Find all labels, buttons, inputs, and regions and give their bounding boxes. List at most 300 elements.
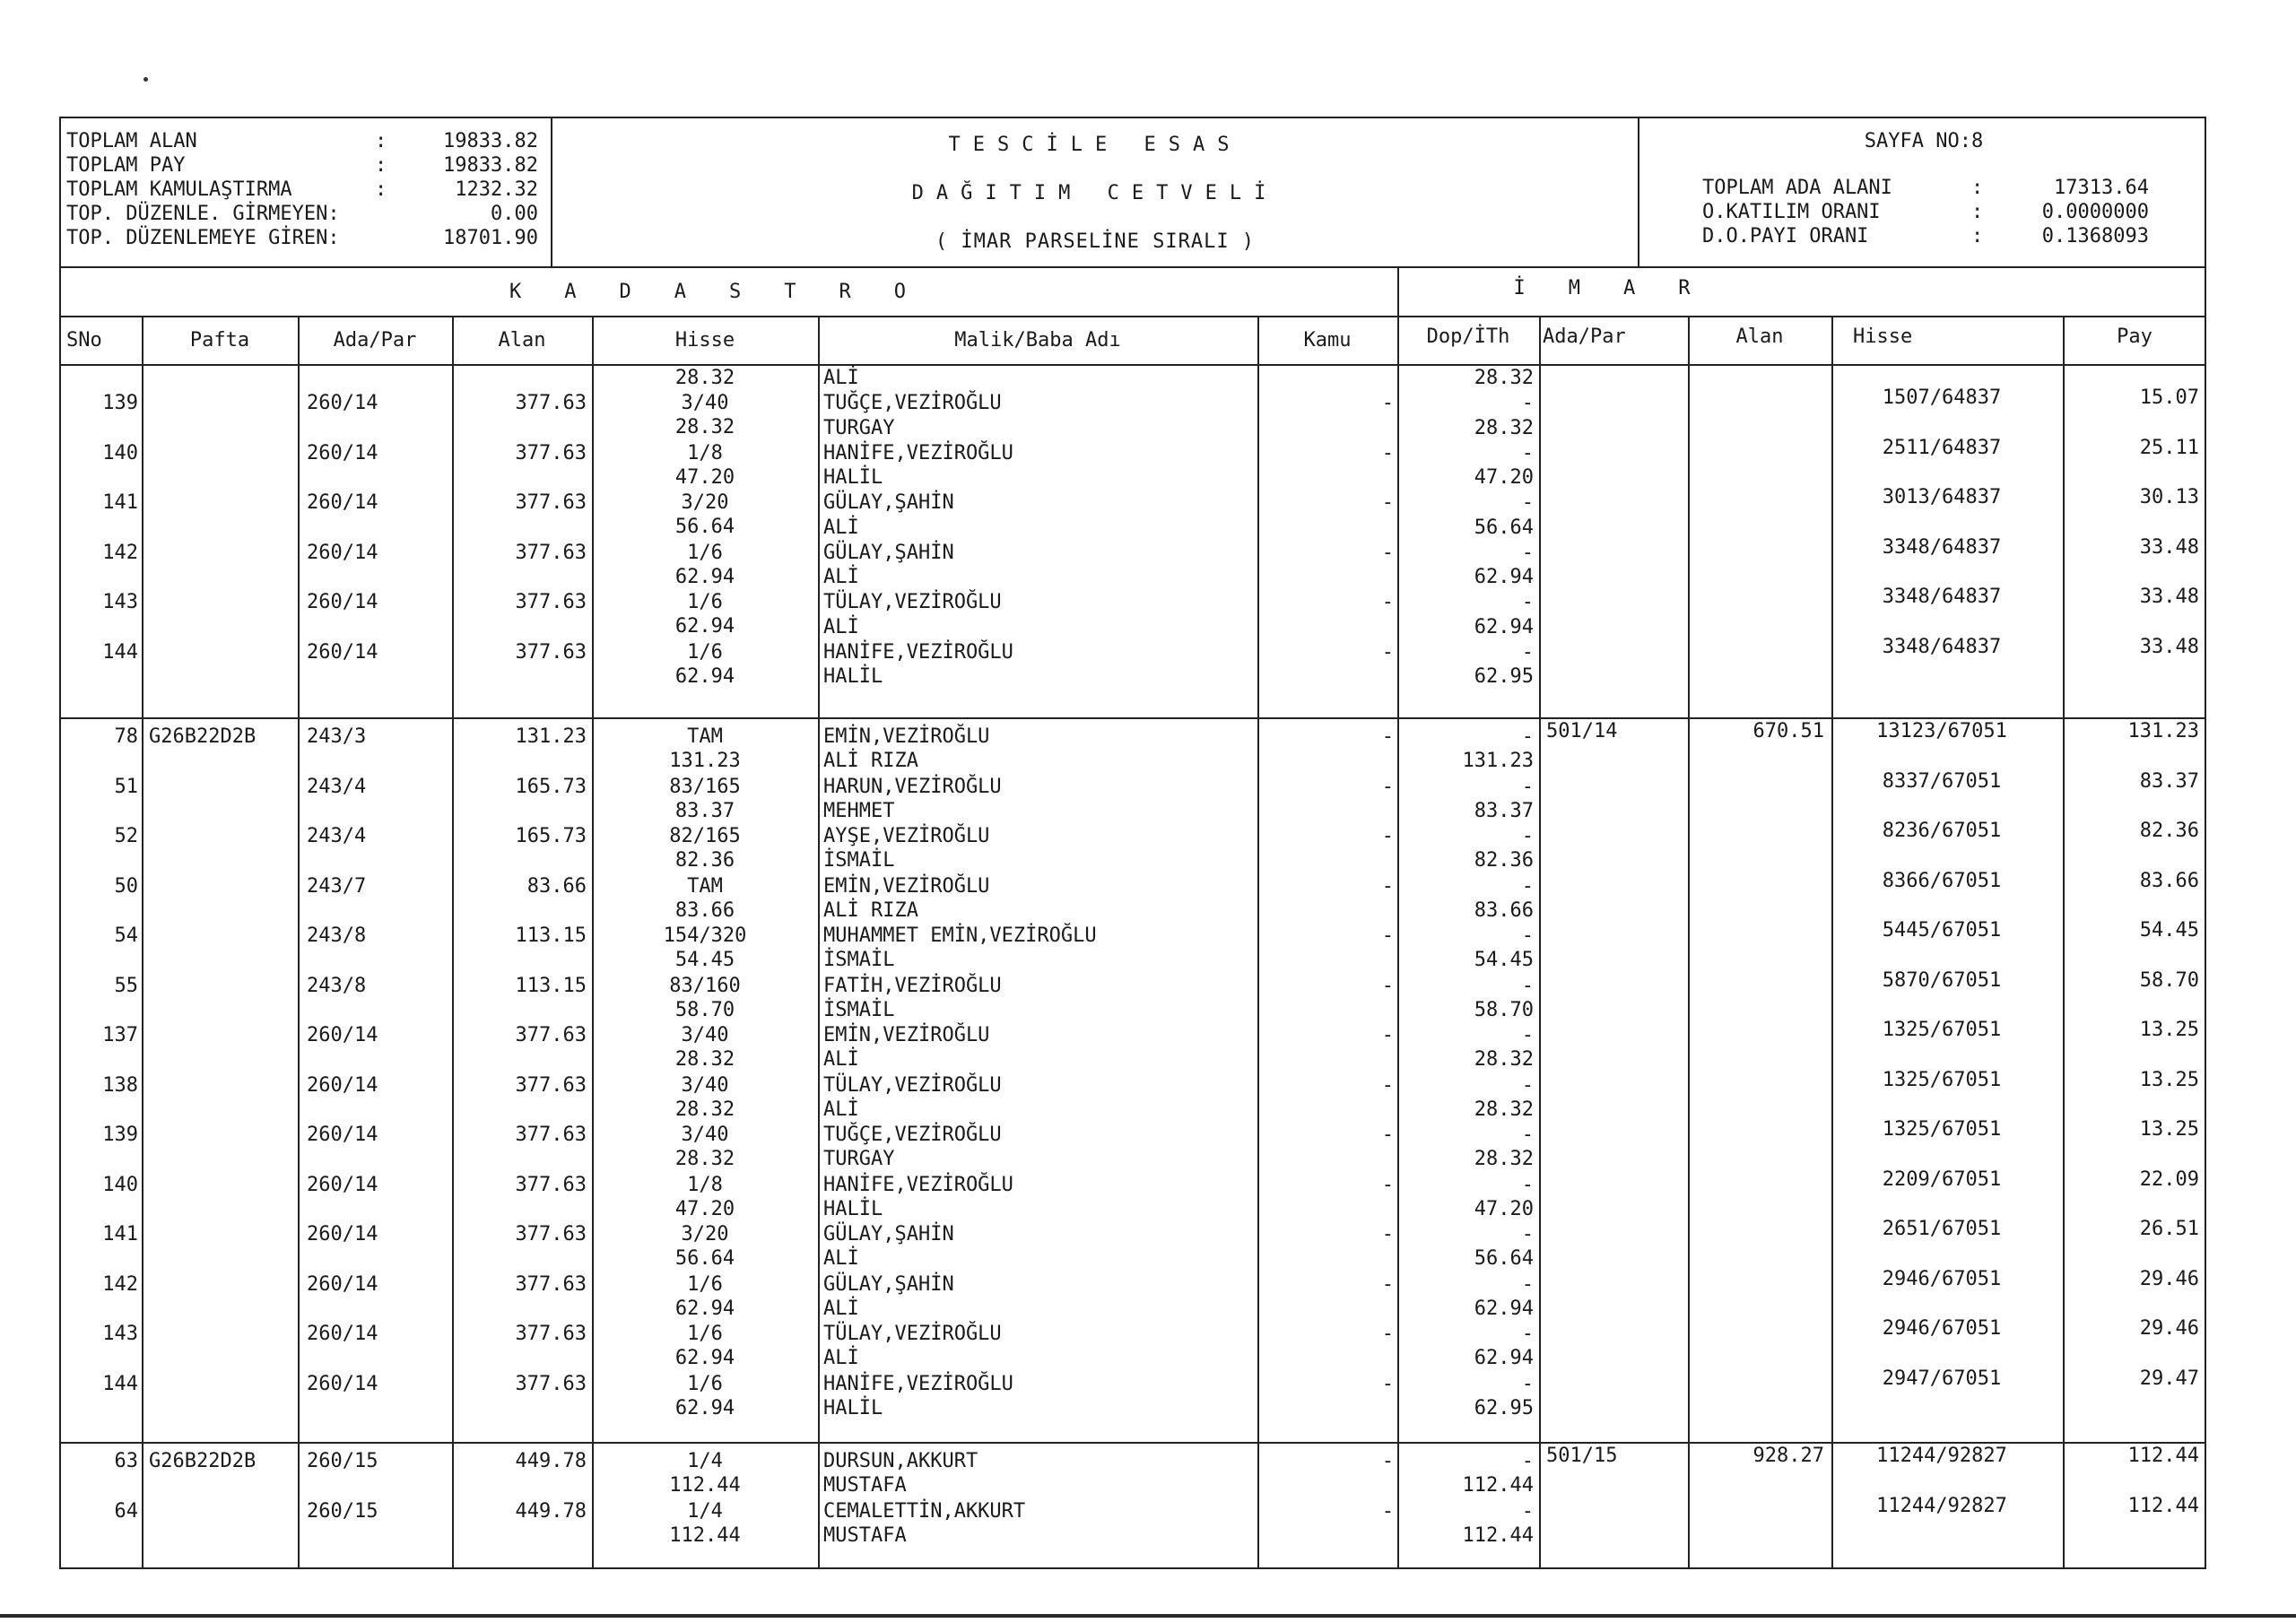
cell-kamu: -	[1381, 491, 1394, 514]
cell-adapar: 243/4	[307, 775, 367, 798]
cell-sno: 52	[114, 825, 138, 847]
header-imar-alan: Alan	[1735, 325, 1784, 348]
cell-sno: 64	[114, 1499, 138, 1523]
cell-adapar: 243/8	[307, 924, 367, 947]
cell-pay: 33.48	[2139, 586, 2199, 608]
cell-alan: 449.78	[515, 1450, 587, 1472]
cell-malik: DURSUN,AKKURT	[823, 1450, 978, 1472]
cell-kamu: -	[1381, 1372, 1394, 1395]
cell-kamu: -	[1381, 591, 1394, 613]
cell-malik-bottom: İSMAİL	[823, 949, 895, 971]
cell-imar-hisse: 11244/92827	[1876, 1445, 2007, 1467]
summary-left-value: 19833.82	[443, 154, 538, 177]
column-divider	[1688, 316, 1690, 1569]
summary-right-value: 17313.64	[2054, 177, 2149, 199]
cell-adapar: 260/14	[307, 591, 378, 613]
cell-malik-top: ALİ	[823, 516, 859, 539]
cell-malik-bottom: ALİ	[823, 1347, 859, 1369]
cell-kamu: -	[1381, 1173, 1394, 1196]
cell-pay: 33.48	[2139, 535, 2199, 559]
header-imar-hisse: Hisse	[1853, 325, 1913, 348]
cell-hisse-bottom: 112.44	[669, 1474, 741, 1497]
cell-malik: HANİFE,VEZİROĞLU	[823, 1173, 1013, 1196]
cell-dop: -	[1521, 825, 1534, 847]
cell-imar-hisse: 8366/67051	[1882, 869, 2002, 892]
cell-dop: -	[1521, 1173, 1534, 1196]
cell-malik: HANİFE,VEZİROĞLU	[823, 441, 1013, 464]
cell-sno: 141	[102, 491, 138, 514]
cell-hisse: 83/160	[669, 974, 741, 997]
cell-adapar: 260/15	[307, 1499, 378, 1523]
cell-imar-hisse: 8337/67051	[1882, 769, 2002, 793]
cell-sno: 143	[102, 1323, 138, 1345]
summary-right-sep: :	[1971, 177, 1984, 199]
cell-dop-bottom: 56.64	[1474, 1247, 1534, 1270]
cell-hisse: 82/165	[669, 825, 741, 847]
cell-kamu: -	[1381, 1073, 1394, 1097]
cell-dop: -	[1521, 1372, 1534, 1395]
cell-malik: GÜLAY,ŞAHİN	[823, 1223, 954, 1245]
cell-imar-hisse: 13123/67051	[1876, 720, 2007, 742]
summary-right-sep: :	[1971, 225, 1984, 247]
cell-dop: -	[1521, 1323, 1534, 1345]
cell-sno: 142	[102, 1272, 138, 1296]
cell-imar-hisse: 1325/67051	[1882, 1118, 2002, 1141]
cell-kamu: -	[1381, 825, 1394, 847]
summary-left-sep: :	[375, 154, 387, 177]
cell-hisse-top: 28.32	[674, 367, 735, 389]
header-imar-adapar: Ada/Par	[1543, 325, 1626, 348]
cell-dop: -	[1521, 1073, 1534, 1097]
cell-malik-bottom: MEHMET	[823, 799, 895, 822]
cell-adapar: 260/14	[307, 1323, 378, 1345]
cell-dop: -	[1521, 1499, 1534, 1523]
imar-heading: İMAR	[1513, 277, 1734, 299]
page-mark	[144, 77, 148, 82]
cell-sno: 144	[102, 1372, 138, 1395]
cell-hisse-bottom: 28.32	[674, 1148, 735, 1170]
distribution-sheet	[59, 117, 2206, 1569]
cell-pay: 29.46	[2139, 1317, 2199, 1340]
cell-alan: 113.15	[515, 924, 587, 947]
cell-kamu: -	[1381, 541, 1394, 564]
cell-dop-bottom: 54.45	[1474, 949, 1534, 971]
cell-hisse: 1/6	[687, 1372, 723, 1395]
cell-malik: MUHAMMET EMİN,VEZİROĞLU	[823, 924, 1097, 947]
cell-hisse: 1/6	[687, 541, 723, 564]
cell-pay: 112.44	[2127, 1445, 2199, 1467]
cell-hisse-bottom: 62.94	[674, 1396, 735, 1419]
cell-hisse-bottom: 62.94	[674, 565, 735, 588]
cell-dop-bottom: 62.94	[1474, 1297, 1534, 1320]
cell-hisse-bottom: 62.94	[674, 615, 735, 638]
summary-left-value: 18701.90	[443, 227, 538, 249]
cell-alan: 377.63	[515, 1223, 587, 1245]
column-divider	[298, 316, 300, 1569]
cell-dop-bottom: 28.32	[1474, 1148, 1534, 1170]
cell-pay: 13.25	[2139, 1019, 2199, 1041]
cell-adapar: 260/14	[307, 640, 378, 664]
cell-dop-top: 28.32	[1474, 367, 1534, 389]
cell-dop-bottom: 83.37	[1474, 799, 1534, 822]
cell-imar-hisse: 2947/67051	[1882, 1367, 2002, 1390]
cell-pafta: G26B22D2B	[149, 725, 257, 748]
cell-dop: -	[1521, 1024, 1534, 1046]
cell-hisse: 1/6	[687, 591, 723, 613]
cell-malik-bottom: HALİL	[823, 1197, 883, 1220]
cell-pay: 26.51	[2139, 1218, 2199, 1240]
column-divider	[142, 316, 144, 1569]
cell-hisse-bottom: 28.32	[674, 1048, 735, 1071]
page-bottom-rule	[0, 1614, 2296, 1618]
cell-dop: -	[1521, 1124, 1534, 1146]
cell-pay: 112.44	[2127, 1494, 2199, 1517]
cell-alan: 165.73	[515, 775, 587, 798]
cell-kamu: -	[1381, 392, 1394, 414]
summary-left-value: 0.00	[491, 203, 538, 225]
cell-malik-bottom: HALİL	[823, 664, 883, 688]
cell-hisse: 3/40	[681, 392, 729, 414]
cell-malik: TÜLAY,VEZİROĞLU	[823, 591, 1002, 613]
cell-hisse-bottom: 83.66	[674, 898, 735, 922]
cell-alan: 377.63	[515, 1173, 587, 1196]
cell-hisse: 1/6	[687, 640, 723, 664]
cell-imar-hisse: 2946/67051	[1882, 1317, 2002, 1340]
cell-hisse-bottom: 47.20	[674, 1197, 735, 1220]
cell-sno: 139	[102, 1124, 138, 1146]
cell-imar-hisse: 8236/67051	[1882, 820, 2002, 842]
cell-hisse: 1/4	[687, 1450, 723, 1472]
cell-kamu: -	[1381, 1024, 1394, 1046]
header-kamu: Kamu	[1303, 329, 1352, 352]
cell-malik-bottom: ALİ	[823, 1098, 859, 1121]
cell-hisse: 3/20	[681, 1223, 729, 1245]
cell-alan: 113.15	[515, 974, 587, 997]
column-header-rule	[61, 364, 2205, 366]
title-line2: DAĞITIM CETVELİ	[911, 182, 1279, 204]
cell-kamu: -	[1381, 1223, 1394, 1245]
cell-hisse: 3/40	[681, 1024, 729, 1046]
cell-malik: EMİN,VEZİROĞLU	[823, 874, 990, 898]
cell-hisse: 154/320	[663, 924, 747, 947]
cell-kamu: -	[1381, 1499, 1394, 1523]
cell-adapar: 260/14	[307, 1372, 378, 1395]
cell-hisse: 3/40	[681, 1073, 729, 1097]
cell-hisse: 1/4	[687, 1499, 723, 1523]
cell-hisse: 3/40	[681, 1124, 729, 1146]
cell-kamu: -	[1381, 874, 1394, 898]
cell-adapar: 260/14	[307, 1223, 378, 1245]
cell-dop: -	[1521, 1223, 1534, 1245]
cell-adapar: 260/14	[307, 392, 378, 414]
cell-sno: 141	[102, 1223, 138, 1245]
cell-imar-hisse: 1325/67051	[1882, 1068, 2002, 1091]
header-pay: Pay	[2117, 325, 2152, 348]
cell-imar-hisse: 5445/67051	[1882, 919, 2002, 942]
cell-kamu: -	[1381, 640, 1394, 664]
cell-adapar: 260/14	[307, 1073, 378, 1097]
cell-hisse: 1/8	[687, 441, 723, 464]
cell-hisse-bottom: 58.70	[674, 998, 735, 1021]
cell-sno: 142	[102, 541, 138, 564]
summary-right-label: D.O.PAYI ORANI	[1702, 225, 1869, 247]
cell-dop-bottom: 82.36	[1474, 849, 1534, 872]
cell-adapar: 260/14	[307, 441, 378, 464]
cell-sno: 51	[114, 775, 138, 798]
cell-alan: 377.63	[515, 441, 587, 464]
cell-adapar: 243/7	[307, 874, 367, 898]
cell-dop-top: 62.94	[1474, 566, 1534, 588]
cell-sno: 143	[102, 591, 138, 613]
summary-left-value: 1232.32	[455, 178, 538, 201]
header-malik: Malik/Baba Adı	[954, 329, 1121, 352]
summary-left-label: TOPLAM PAY	[66, 154, 186, 177]
cell-dop: -	[1521, 1272, 1534, 1296]
cell-hisse-bottom: 62.94	[674, 1347, 735, 1369]
cell-pay: 13.25	[2139, 1068, 2199, 1091]
cell-pafta: G26B22D2B	[149, 1450, 257, 1472]
cell-sno: 139	[102, 392, 138, 414]
cell-kamu: -	[1381, 1272, 1394, 1296]
page-number: SAYFA NO:8	[1864, 130, 1984, 152]
cell-alan: 377.63	[515, 1024, 587, 1046]
cell-pay: 22.09	[2139, 1167, 2199, 1191]
cell-alan: 165.73	[515, 825, 587, 847]
cell-kamu: -	[1381, 924, 1394, 947]
cell-adapar: 260/15	[307, 1450, 378, 1472]
cell-malik: TUĞÇE,VEZİROĞLU	[823, 392, 1002, 414]
cell-kamu: -	[1381, 725, 1394, 748]
cell-pay: 131.23	[2127, 720, 2199, 742]
cell-hisse: 1/6	[687, 1272, 723, 1296]
cell-hisse-bottom: 112.44	[669, 1523, 741, 1547]
cell-pay: 82.36	[2139, 820, 2199, 842]
summary-left-sep: :	[375, 130, 387, 152]
header-dop: Dop/İTh	[1426, 325, 1510, 348]
cell-pay: 29.46	[2139, 1267, 2199, 1290]
cell-kamu: -	[1381, 974, 1394, 997]
cell-dop: -	[1521, 1450, 1534, 1472]
cell-malik: FATİH,VEZİROĞLU	[823, 974, 1002, 997]
cell-hisse: 1/6	[687, 1323, 723, 1345]
summary-left-label: TOP. DÜZENLEMEYE GİREN:	[66, 227, 340, 249]
cell-hisse: 3/20	[681, 491, 729, 514]
cell-sno: 144	[102, 640, 138, 664]
cell-dop: -	[1521, 591, 1534, 613]
cell-dop-bottom: 62.95	[1474, 664, 1534, 688]
cell-imar-hisse: 1507/64837	[1882, 386, 2002, 409]
cell-hisse: TAM	[687, 725, 723, 748]
cell-hisse: TAM	[687, 874, 723, 898]
cell-sno: 63	[114, 1450, 138, 1472]
cell-imar-hisse: 2209/67051	[1882, 1167, 2002, 1191]
cell-alan: 377.63	[515, 541, 587, 564]
cell-sno: 78	[114, 725, 138, 748]
cell-dop: -	[1521, 640, 1534, 664]
section-bottom-rule	[61, 316, 2205, 317]
cell-adapar: 260/14	[307, 491, 378, 514]
cell-malik-bottom: ALİ	[823, 1297, 859, 1320]
cell-pay: 58.70	[2139, 968, 2199, 992]
cell-malik: EMİN,VEZİROĞLU	[823, 725, 990, 748]
cell-malik: TUĞÇE,VEZİROĞLU	[823, 1124, 1002, 1146]
cell-malik: HARUN,VEZİROĞLU	[823, 775, 1002, 798]
cell-dop-bottom: 131.23	[1462, 750, 1534, 772]
header-bottom-rule	[61, 266, 2205, 268]
cell-dop-bottom: 83.66	[1474, 898, 1534, 922]
cell-alan: 83.66	[526, 874, 587, 898]
imar-alan-cell: 928.27	[1752, 1445, 1824, 1467]
cell-hisse-bottom: 82.36	[674, 849, 735, 872]
summary-right-sep: :	[1971, 201, 1984, 223]
cell-dop: -	[1521, 924, 1534, 947]
cell-dop-bottom: 112.44	[1462, 1523, 1534, 1547]
cell-hisse-bottom: 56.64	[674, 516, 735, 538]
cell-malik-top: HALİL	[823, 466, 883, 489]
summary-left-label: TOPLAM KAMULAŞTIRMA	[66, 178, 292, 201]
cell-pay: 30.13	[2139, 486, 2199, 508]
cell-imar-hisse: 3348/64837	[1882, 586, 2002, 608]
cell-imar-hisse: 5870/67051	[1882, 968, 2002, 992]
cell-dop-bottom: 28.32	[1474, 1098, 1534, 1121]
cell-alan: 377.63	[515, 1272, 587, 1296]
cell-malik: GÜLAY,ŞAHİN	[823, 1272, 954, 1296]
cell-dop-bottom: 112.44	[1462, 1474, 1534, 1497]
cell-adapar: 260/14	[307, 1173, 378, 1196]
cell-malik-top: ALİ	[823, 367, 859, 389]
summary-left-sep: :	[375, 178, 387, 201]
cell-hisse: 1/8	[687, 1173, 723, 1196]
cell-malik: CEMALETTİN,AKKURT	[823, 1499, 1026, 1523]
cell-dop-bottom: 58.70	[1474, 998, 1534, 1021]
cell-alan: 377.63	[515, 1124, 587, 1146]
cell-adapar: 260/14	[307, 541, 378, 564]
summary-right-label: TOPLAM ADA ALANI	[1702, 177, 1892, 199]
cell-alan: 377.63	[515, 491, 587, 514]
cell-hisse: 83/165	[669, 775, 741, 798]
cell-malik-bottom: ALİ	[823, 1048, 859, 1071]
header-sno: SNo	[66, 329, 102, 352]
cell-adapar: 243/3	[307, 725, 367, 748]
cell-imar-hisse: 3013/64837	[1882, 486, 2002, 508]
cell-malik-bottom: İSMAİL	[823, 998, 895, 1021]
cell-dop-bottom: 62.94	[1474, 1347, 1534, 1369]
cell-dop: -	[1521, 491, 1534, 514]
summary-left-value: 19833.82	[443, 130, 538, 152]
cell-adapar: 260/14	[307, 1124, 378, 1146]
imar-adapar-cell: 501/15	[1546, 1445, 1618, 1467]
cell-dop-top: 56.64	[1474, 516, 1534, 539]
cell-malik-bottom: MUSTAFA	[823, 1523, 907, 1547]
cell-imar-hisse: 2946/67051	[1882, 1267, 2002, 1290]
cell-dop-top: 62.94	[1474, 615, 1534, 638]
cell-kamu: -	[1381, 1450, 1394, 1472]
cell-malik: HANİFE,VEZİROĞLU	[823, 1372, 1013, 1395]
summary-right-value: 0.0000000	[2041, 201, 2149, 223]
cell-imar-hisse: 1325/67051	[1882, 1019, 2002, 1041]
cell-malik: EMİN,VEZİROĞLU	[823, 1024, 990, 1046]
summary-left-label: TOPLAM ALAN	[66, 130, 197, 152]
header-pafta: Pafta	[189, 329, 250, 352]
cell-pay: 33.48	[2139, 635, 2199, 658]
cell-sno: 55	[114, 974, 138, 997]
cell-hisse-bottom: 28.32	[674, 1098, 735, 1121]
title-line3: ( İMAR PARSELİNE SIRALI )	[935, 230, 1256, 253]
cell-malik-top: ALİ	[823, 566, 859, 588]
cell-malik: GÜLAY,ŞAHİN	[823, 541, 954, 564]
cell-malik-top: ALİ	[823, 615, 859, 638]
cell-malik: GÜLAY,ŞAHİN	[823, 491, 954, 514]
cell-adapar: 260/14	[307, 1024, 378, 1046]
cell-dop: -	[1521, 541, 1534, 564]
cell-pay: 25.11	[2139, 436, 2199, 459]
cell-sno: 54	[114, 924, 138, 947]
cell-kamu: -	[1381, 775, 1394, 798]
cell-malik-bottom: MUSTAFA	[823, 1474, 907, 1497]
cell-hisse-bottom: 54.45	[674, 949, 735, 971]
cell-hisse-bottom: 56.64	[674, 1247, 735, 1270]
title-line1: TESCİLE ESAS	[948, 134, 1242, 156]
cell-pay: 54.45	[2139, 919, 2199, 942]
cell-imar-hisse: 3348/64837	[1882, 535, 2002, 559]
summary-left-label: TOP. DÜZENLE. GİRMEYEN:	[66, 203, 340, 225]
cell-kamu: -	[1381, 1323, 1394, 1345]
summary-right-label: O.KATILIM ORANI	[1702, 201, 1881, 223]
cell-sno: 140	[102, 441, 138, 464]
cell-adapar: 243/4	[307, 825, 367, 847]
cell-imar-hisse: 3348/64837	[1882, 635, 2002, 658]
cell-imar-hisse: 2511/64837	[1882, 436, 2002, 459]
cell-kamu: -	[1381, 1124, 1394, 1146]
cell-pay: 83.66	[2139, 869, 2199, 892]
cell-hisse-bottom: 28.32	[674, 416, 735, 438]
cell-alan: 131.23	[515, 725, 587, 748]
cell-malik-bottom: ALİ RIZA	[823, 898, 918, 922]
cell-alan: 449.78	[515, 1499, 587, 1523]
cell-dop-bottom: 62.95	[1474, 1396, 1534, 1419]
cell-sno: 50	[114, 874, 138, 898]
cell-alan: 377.63	[515, 1372, 587, 1395]
cell-sno: 138	[102, 1073, 138, 1097]
cell-dop: -	[1521, 725, 1534, 748]
cell-dop: -	[1521, 874, 1534, 898]
cell-alan: 377.63	[515, 591, 587, 613]
cell-hisse-bottom: 62.94	[674, 664, 735, 688]
cell-malik-bottom: HALİL	[823, 1396, 883, 1419]
cell-malik-bottom: ALİ RIZA	[823, 750, 918, 772]
cell-pay: 29.47	[2139, 1367, 2199, 1390]
cell-kamu: -	[1381, 441, 1394, 464]
kadastro-heading: KADASTRO	[509, 281, 949, 303]
cell-hisse-bottom: 62.94	[674, 1297, 735, 1320]
cell-dop: -	[1521, 974, 1534, 997]
cell-alan: 377.63	[515, 1073, 587, 1097]
cell-sno: 140	[102, 1173, 138, 1196]
header-hisse: Hisse	[674, 329, 735, 352]
cell-pay: 15.07	[2139, 386, 2199, 409]
cell-dop-top: 28.32	[1474, 416, 1534, 439]
cell-alan: 377.63	[515, 1323, 587, 1345]
cell-hisse-bottom: 47.20	[674, 465, 735, 489]
cell-imar-hisse: 2651/67051	[1882, 1218, 2002, 1240]
cell-sno: 137	[102, 1024, 138, 1046]
header-alan: Alan	[498, 329, 546, 352]
summary-right-value: 0.1368093	[2041, 225, 2149, 247]
cell-adapar: 260/14	[307, 1272, 378, 1296]
cell-dop-bottom: 28.32	[1474, 1048, 1534, 1071]
column-divider	[818, 316, 820, 1569]
cell-pay: 13.25	[2139, 1118, 2199, 1141]
